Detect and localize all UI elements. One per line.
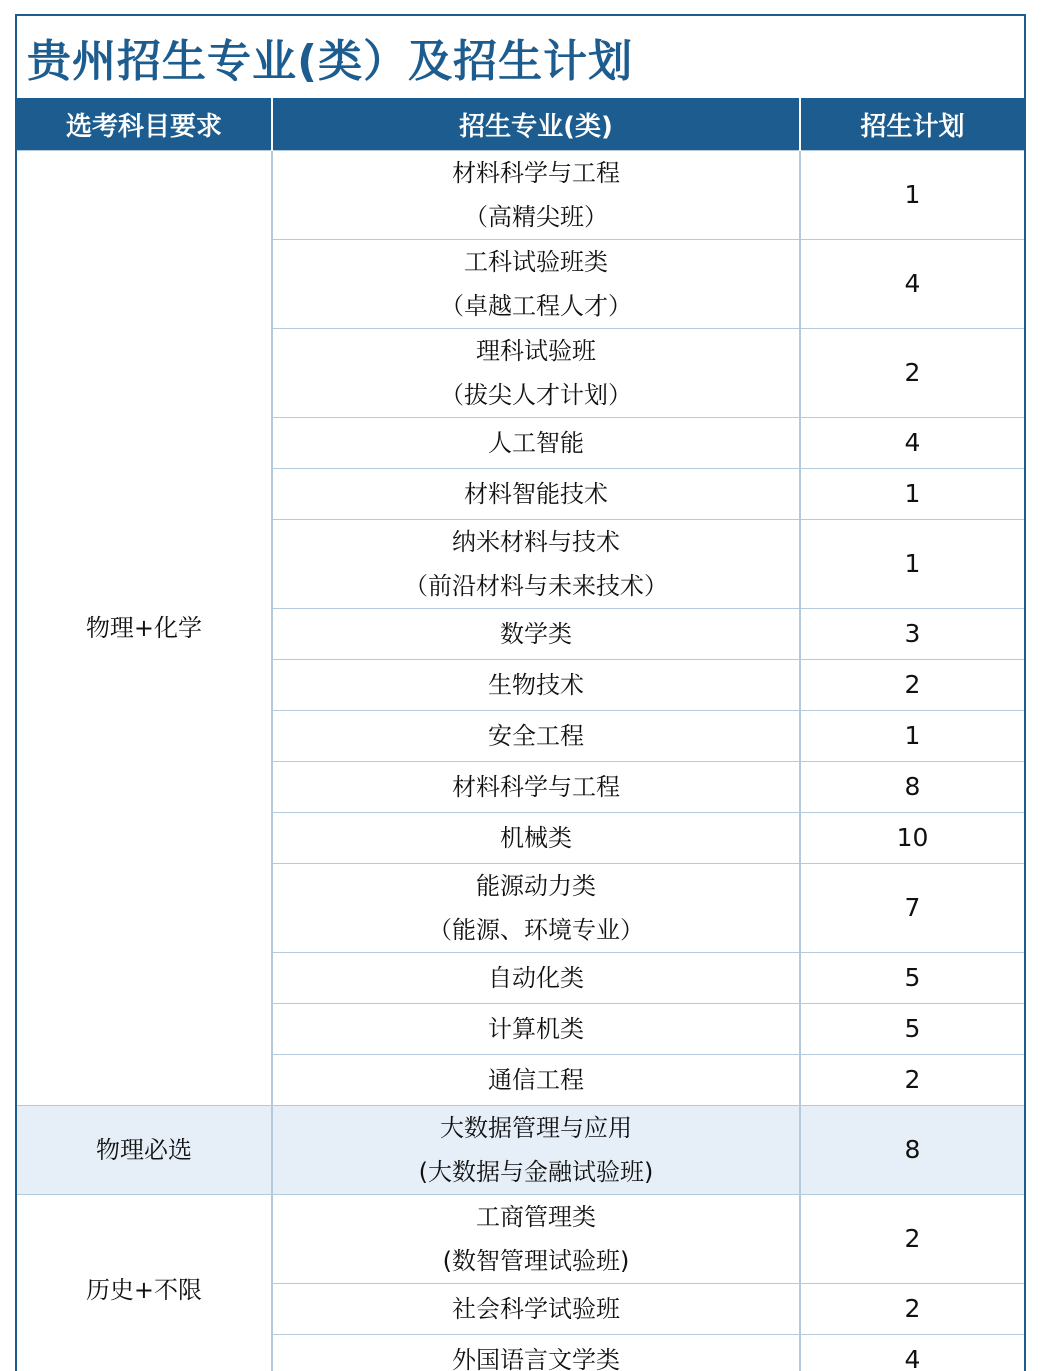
major-cell xyxy=(272,609,800,660)
major-name: 工商管理类 xyxy=(476,1203,596,1231)
plan-cell: 2 xyxy=(800,660,1024,711)
subject-requirement-cell: 物理+化学 xyxy=(17,151,272,1106)
plan-cell: 4 xyxy=(800,1335,1024,1371)
major-name: 大数据管理与应用 xyxy=(440,1114,632,1142)
major-cell xyxy=(272,1004,800,1055)
major-cell xyxy=(272,1106,800,1195)
plan-cell: 1 xyxy=(800,151,1024,240)
plan-cell: 8 xyxy=(800,1106,1024,1195)
major-cell xyxy=(272,711,800,762)
table-row xyxy=(17,151,1024,240)
major-note: （前沿材料与未来技术） xyxy=(404,572,668,600)
table-frame xyxy=(15,14,1026,1371)
plan-cell: 5 xyxy=(800,1004,1024,1055)
plan-cell: 2 xyxy=(800,329,1024,418)
table-row xyxy=(17,1106,1024,1195)
subject-requirement-cell: 物理必选 xyxy=(17,1106,272,1195)
major-note: （高精尖班） xyxy=(464,203,608,231)
major-name: 人工智能 xyxy=(488,429,584,457)
major-name: 工科试验班类 xyxy=(464,248,608,276)
major-cell xyxy=(272,864,800,953)
major-note: （拔尖人才计划） xyxy=(440,381,632,409)
subject-requirement-cell: 历史+不限 xyxy=(17,1195,272,1371)
header-plan: 招生计划 xyxy=(800,98,1024,151)
header-subject-requirement: 选考科目要求 xyxy=(17,98,272,151)
major-cell xyxy=(272,1195,800,1284)
plan-cell: 2 xyxy=(800,1055,1024,1106)
major-name: 外国语言文学类 xyxy=(452,1346,620,1371)
major-name: 自动化类 xyxy=(488,964,584,992)
major-name: 计算机类 xyxy=(488,1015,584,1043)
plan-cell: 10 xyxy=(800,813,1024,864)
major-cell xyxy=(272,520,800,609)
header-major: 招生专业(类) xyxy=(272,98,800,151)
major-cell xyxy=(272,1055,800,1106)
plan-cell: 7 xyxy=(800,864,1024,953)
major-name: 材料科学与工程 xyxy=(452,159,620,187)
plan-cell: 1 xyxy=(800,469,1024,520)
major-cell xyxy=(272,151,800,240)
major-name: 机械类 xyxy=(500,824,572,852)
major-cell xyxy=(272,813,800,864)
admission-table xyxy=(17,98,1024,1371)
page-title: 贵州招生专业(类）及招生计划 xyxy=(27,36,634,87)
major-note: (数智管理试验班) xyxy=(442,1247,630,1275)
major-name: 安全工程 xyxy=(488,722,584,750)
major-name: 材料智能技术 xyxy=(464,480,608,508)
major-name: 数学类 xyxy=(500,620,572,648)
major-name: 材料科学与工程 xyxy=(452,773,620,801)
table-body xyxy=(17,151,1024,1371)
major-note: （卓越工程人才） xyxy=(440,292,632,320)
plan-cell: 1 xyxy=(800,711,1024,762)
major-cell xyxy=(272,762,800,813)
major-name: 通信工程 xyxy=(488,1066,584,1094)
major-name: 社会科学试验班 xyxy=(452,1295,620,1323)
major-cell xyxy=(272,469,800,520)
major-cell xyxy=(272,1284,800,1335)
plan-cell: 1 xyxy=(800,520,1024,609)
plan-cell: 3 xyxy=(800,609,1024,660)
table-header-row xyxy=(17,98,1024,151)
plan-cell: 2 xyxy=(800,1195,1024,1284)
table-row xyxy=(17,1195,1024,1284)
major-name: 纳米材料与技术 xyxy=(452,528,620,556)
major-cell xyxy=(272,418,800,469)
major-cell xyxy=(272,660,800,711)
plan-cell: 8 xyxy=(800,762,1024,813)
plan-cell: 4 xyxy=(800,418,1024,469)
plan-cell: 2 xyxy=(800,1284,1024,1335)
major-cell xyxy=(272,953,800,1004)
major-cell xyxy=(272,1335,800,1371)
major-name: 理科试验班 xyxy=(476,337,596,365)
major-note: (大数据与金融试验班) xyxy=(418,1158,654,1186)
major-note: （能源、环境专业） xyxy=(428,916,644,944)
major-cell xyxy=(272,329,800,418)
major-cell xyxy=(272,240,800,329)
plan-cell: 4 xyxy=(800,240,1024,329)
major-name: 生物技术 xyxy=(488,671,584,699)
major-name: 能源动力类 xyxy=(476,872,596,900)
plan-cell: 5 xyxy=(800,953,1024,1004)
